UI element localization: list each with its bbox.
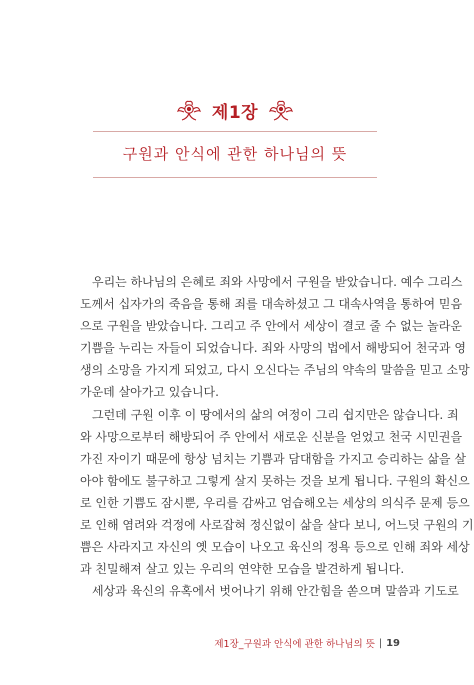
- paragraph-1: [80, 271, 470, 404]
- page-footer: [214, 636, 400, 650]
- footer-chapter-title: 구원과 안식에 관한 하나님의 뜻: [243, 639, 375, 650]
- bottom-divider: [93, 177, 377, 178]
- text-line: 그런데 구원 이후 이 땅에서의 삶의 여정이 그리 쉽지만은 않습니다. 죄: [92, 407, 459, 422]
- flower-ornament-icon: [268, 100, 294, 122]
- page-number: 19: [386, 637, 400, 649]
- text-line: 가진 자이기 때문에 항상 넘치는 기쁨과 담대함을 가지고 승리하는 삶을 살: [80, 451, 466, 466]
- body-text: [80, 271, 474, 602]
- chapter-subtitle: 구원과 안식에 관한 하나님의 뜻: [122, 145, 348, 163]
- text-line: 아야 함에도 불구하고 그렇게 살지 못하는 것을 보게 됩니다. 구원의 확신으: [80, 473, 470, 488]
- text-line: 로 인해 염려와 걱정에 사로잡혀 정신없이 삶을 살다 보니, 어느덧 구원의 기: [80, 518, 474, 533]
- top-divider: [93, 131, 377, 132]
- footer-separator: |: [378, 637, 383, 649]
- paragraph-2: [80, 404, 474, 581]
- chapter-number: 제1장: [211, 103, 259, 123]
- text-line: 로 인한 기쁨도 잠시뿐, 우리를 감싸고 엄습해오는 세상의 의식주 문제 등으: [80, 495, 470, 510]
- text-line: 우리는 하나님의 은혜로 죄와 사망에서 구원을 받았습니다. 예수 그리스: [92, 275, 463, 289]
- paragraph-3: [80, 580, 459, 602]
- text-line: 으로 구원을 받았습니다. 그리고 주 안에서 세상이 결코 줄 수 없는 놀라운: [80, 319, 462, 334]
- text-line: 가운데 살아가고 있습니다.: [80, 385, 219, 400]
- text-line: 과 친밀해져 살고 있는 우리의 연약한 모습을 발견하게 됩니다.: [80, 562, 405, 577]
- text-line: 도께서 십자가의 죽음을 통해 죄를 대속하셨고 그 대속사역을 통하여 믿음: [80, 297, 463, 312]
- chapter-heading: [0, 98, 470, 123]
- text-line: 생의 소망을 가지게 되었고, 다시 오신다는 주님의 약속의 말씀을 믿고 소망: [80, 363, 470, 378]
- flower-ornament-icon: [176, 100, 202, 122]
- text-line: 세상과 육신의 유혹에서 벗어나기 위해 안간힘을 쏟으며 말씀과 기도로: [92, 584, 459, 599]
- text-line: 쁨은 사라지고 자신의 옛 모습이 나오고 육신의 정욕 등으로 인해 죄와 세상: [80, 540, 470, 555]
- footer-chapter-label: 제1장_: [214, 639, 244, 650]
- text-line: 와 사망으로부터 해방되어 주 안에서 새로운 신분을 얻었고 천국 시민권을: [80, 429, 463, 444]
- text-line: 기쁨을 누리는 자들이 되었습니다. 죄와 사망의 법에서 해방되어 천국과 영: [80, 341, 466, 356]
